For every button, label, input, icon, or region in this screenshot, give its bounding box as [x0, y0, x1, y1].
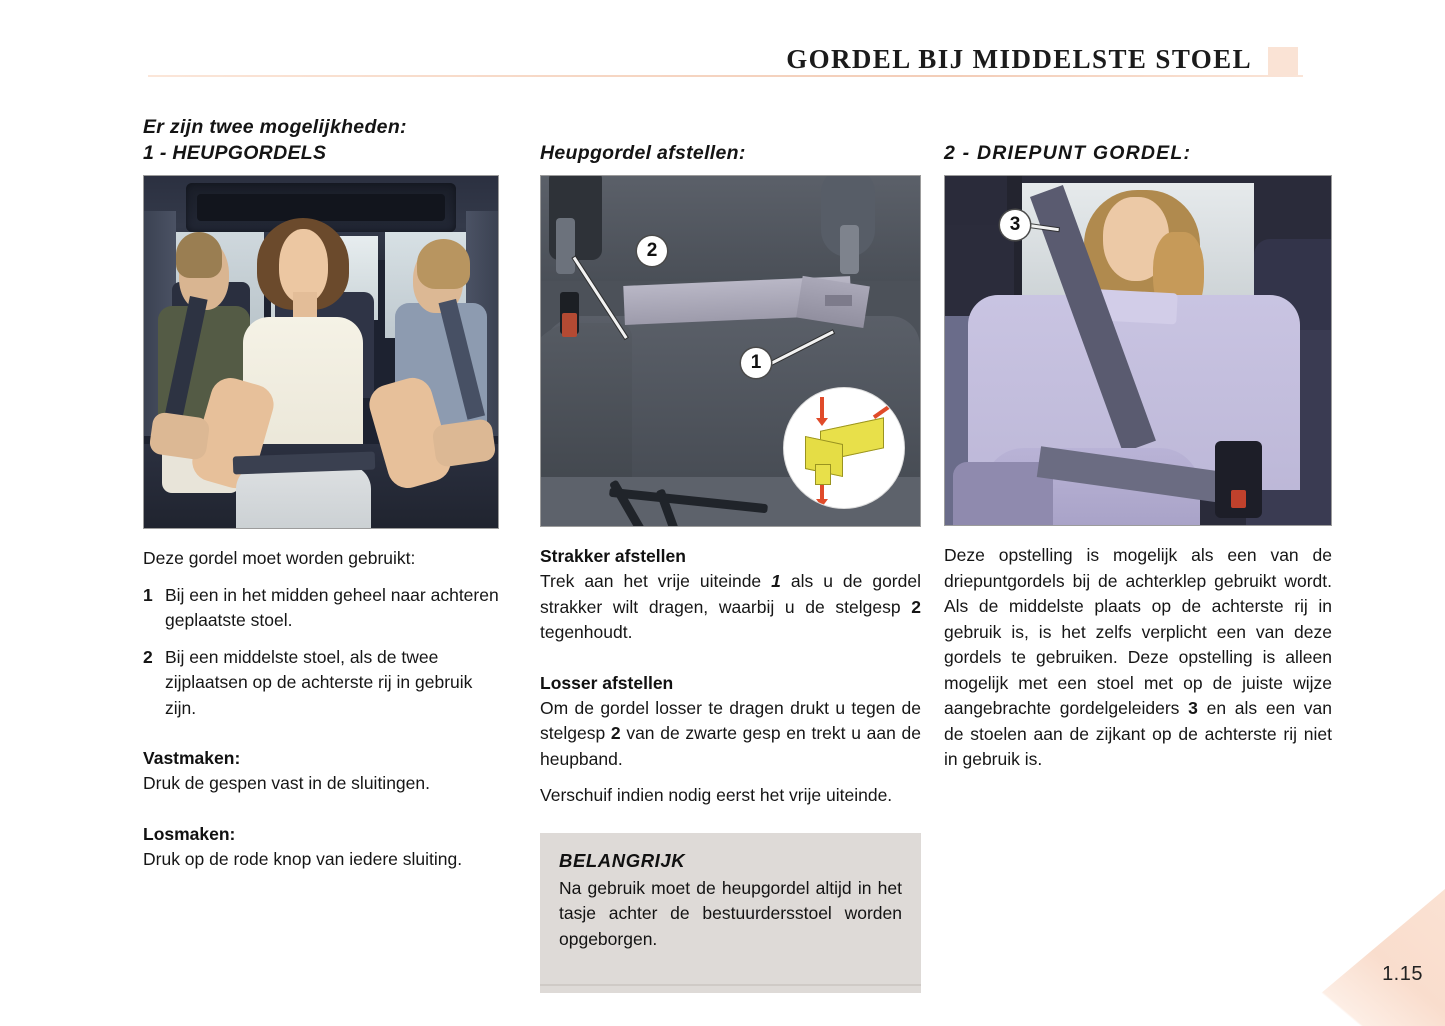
list-item [143, 583, 499, 634]
buckle-adjust-diagram-inset [783, 387, 905, 509]
losser-afstellen-note: Verschuif indien nodig eerst het vrije uiteinde. [540, 785, 893, 805]
txt-a: Om de gordel losser te dragen drukt u tegen de stelgesp [540, 697, 921, 743]
vastmaken-text: Druk de gespen vast in de sluitingen. [143, 773, 430, 793]
inline-ref-2b: 2 [610, 723, 621, 743]
heading-line-1: Er zijn twee mogelijkheden: [143, 116, 407, 138]
column-left [143, 114, 499, 872]
header-color-swatch [1268, 47, 1298, 77]
subheading-vastmaken: Vastmaken: [143, 748, 241, 768]
list-item-number: 1 [143, 584, 153, 605]
heading-line-2: 1 - HEUPGORDELS [143, 142, 327, 164]
page-header [148, 44, 1298, 92]
column-right [944, 114, 1332, 773]
losser-afstellen-text [540, 696, 921, 773]
txt-a: Deze opstelling is mogelijk als een van de driepuntgordels bij de achterklep gebruikt wordt. Als de middelste plaats op de achterste rij in gebruik is, is het zelfs verplicht een van deze gordels te gebruiken. Deze opstelling is alleen mogelijk met een stoel met op de juiste wijze aangebrachte gordelgeleiders [944, 545, 1332, 718]
right-body-text [944, 543, 1332, 773]
txt-b: als u de gordel strakker wilt dragen, waarbij u de stelgesp [540, 571, 921, 617]
txt-b: van de zwarte gesp en trekt u aan de heupband. [540, 723, 922, 769]
important-title: BELANGRIJK [559, 849, 686, 871]
woman-three-point-belt-photo [944, 175, 1332, 526]
corner-triangle [1282, 889, 1445, 1026]
subheading-losser-afstellen: Losser afstellen [540, 672, 674, 693]
inline-ref-1: 1 [771, 571, 781, 591]
callout-marker-3: 3 [1000, 210, 1030, 240]
column-middle [540, 114, 921, 993]
left-intro-text: Deze gordel moet worden gebruikt: [143, 548, 416, 568]
section-heading-three-point-belt: 2 - DRIEPUNT GORDEL: [944, 142, 1192, 164]
strakker-afstellen-text [540, 569, 921, 646]
page-corner-decoration [1282, 889, 1445, 1026]
list-item-text: Bij een middelste stoel, als de twee zijplaatsen op de achterste rij in gebruik zijn. [165, 646, 473, 718]
three-women-seated-rear-bench-photo [143, 175, 499, 529]
section-heading-adjust-hip-belt: Heupgordel afstellen: [540, 142, 746, 164]
arrow-up-icon [820, 397, 824, 419]
callout-marker-1: 1 [741, 348, 771, 378]
left-numbered-list [143, 583, 499, 722]
rear-seat-lap-belt-photo [540, 175, 921, 527]
subheading-strakker-afstellen: Strakker afstellen [540, 546, 686, 566]
txt-a: Trek aan het vrije uiteinde [540, 571, 772, 591]
inline-ref-2: 2 [911, 596, 921, 617]
list-item [143, 645, 499, 722]
important-text: Na gebruik moet de heupgordel altijd in het tasje achter de bestuurdersstoel worden opgeborgen. [559, 877, 902, 949]
subheading-losmaken: Losmaken: [143, 823, 236, 844]
txt-c: tegenhoudt. [540, 622, 633, 642]
section-heading-hip-belts [143, 114, 499, 166]
important-notice-box [540, 833, 921, 993]
callout-marker-2: 2 [637, 236, 667, 266]
txt-b: en als een van de stoelen aan de zijkant op de achterste rij niet in gebruik is. [944, 698, 1332, 769]
list-item-number: 2 [143, 646, 153, 667]
page-number: 1.15 [1382, 963, 1423, 985]
header-divider-rule [148, 75, 1303, 77]
inline-ref-3: 3 [1188, 698, 1198, 718]
list-item-text: Bij een in het midden geheel naar achteren geplaatste stoel. [165, 584, 499, 630]
page-title: GORDEL BIJ MIDDELSTE STOEL [786, 44, 1252, 74]
losmaken-text: Druk op de rode knop van iedere sluiting. [143, 848, 463, 869]
